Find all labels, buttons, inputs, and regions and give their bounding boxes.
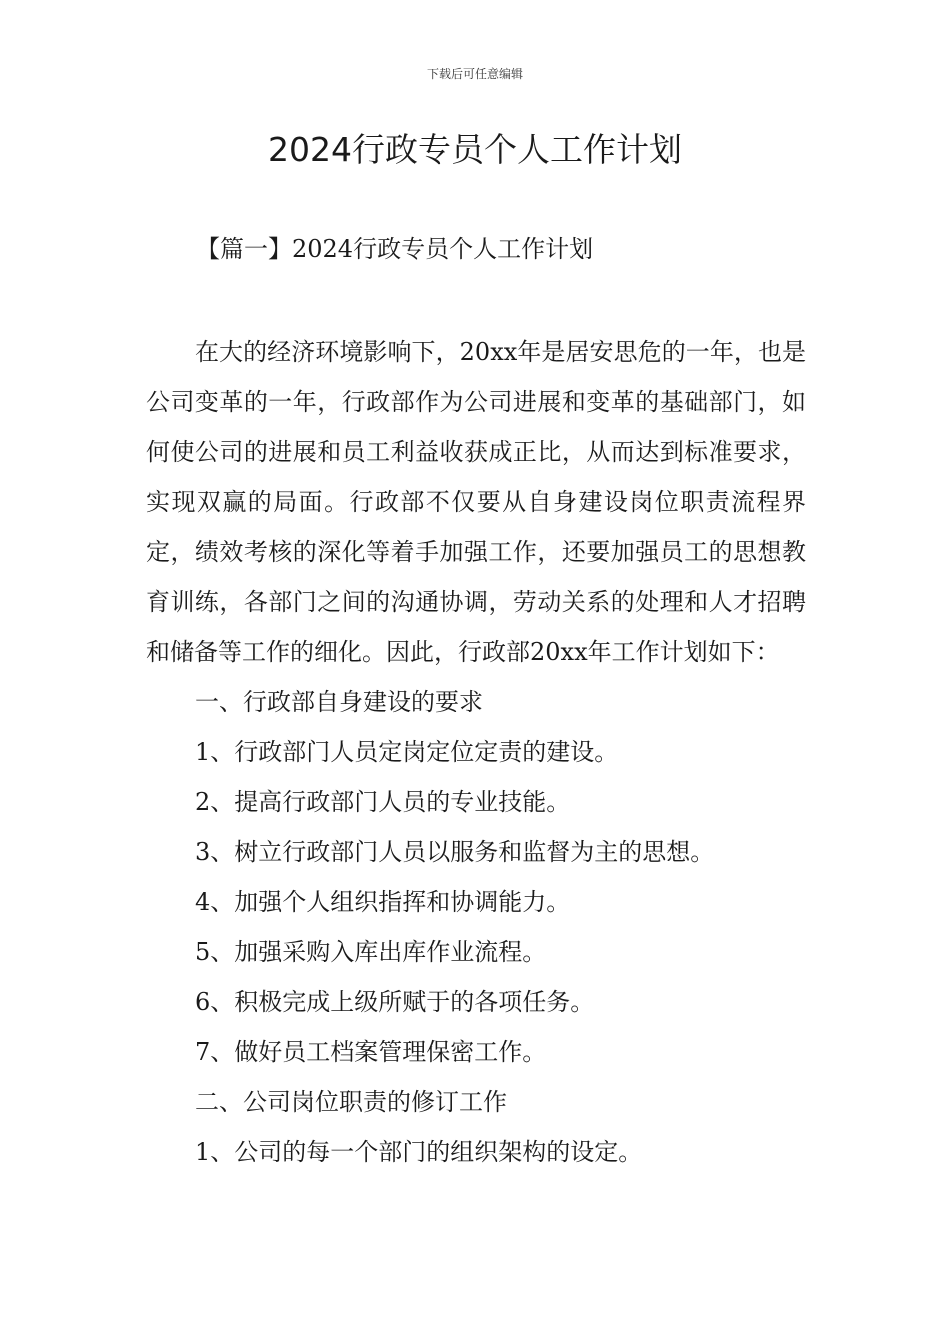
list-item: 4、加强个人组织指挥和协调能力。 [195,888,571,916]
outline-list [146,677,806,1177]
section-heading-one: 一、行政部自身建设的要求 [195,688,483,716]
list-item: 3、树立行政部门人员以服务和监督为主的思想。 [195,838,715,866]
list-item: 7、做好员工档案管理保密工作。 [195,1038,547,1066]
section-heading: 【篇一】2024行政专员个人工作计划 [196,235,594,263]
document-title: 2024行政专员个人工作计划 [268,130,682,169]
section-heading-two: 二、公司岗位职责的修订工作 [195,1088,507,1116]
header-note: 下载后可任意编辑 [426,67,523,81]
list-item: 1、公司的每一个部门的组织架构的设定。 [195,1138,643,1166]
list-item: 2、提高行政部门人员的专业技能。 [195,788,571,816]
list-item: 6、积极完成上级所赋于的各项任务。 [195,988,595,1016]
list-item: 5、加强采购入库出库作业流程。 [195,938,547,966]
list-item: 1、行政部门人员定岗定位定责的建设。 [195,738,619,766]
intro-paragraph: 在大的经济环境影响下，20xx年是居安思危的一年，也是公司变革的一年，行政部作为公司进展和变革的基础部门，如何使公司的进展和员工利益收获成正比，从而达到标准要求，实现双赢的局面。行政部不仅要从自身建设岗位职责流程界定，绩效考核的深化等着手加强工作，还要加强员工的思想教育训练，各部门之间的沟通协调，劳动关系的处理和人才招聘和储备等工作的细化。因此，行政部20xx年工作计划如下： [146,338,806,666]
document-body [146,327,806,1177]
